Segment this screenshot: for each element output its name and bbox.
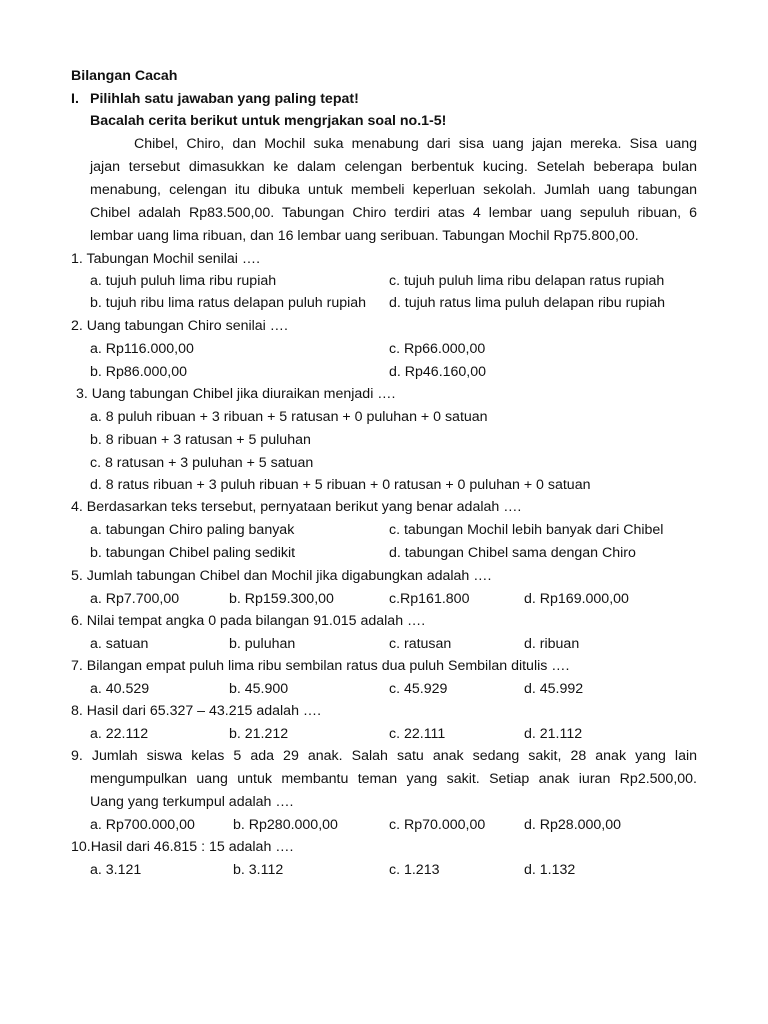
reading-instruction: Bacalah cerita berikut untuk mengrjakan soal no.1-5!	[90, 113, 447, 129]
option-2b: b. Rp86.000,00	[90, 364, 188, 380]
option-7a: a. 40.529	[90, 681, 150, 697]
question-7: 7. Bilangan empat puluh lima ribu sembilan ratus dua puluh Sembilan ditulis ….	[71, 658, 570, 674]
option-2d: d. Rp46.160,00	[389, 364, 487, 380]
option-9d: d. Rp28.000,00	[524, 817, 622, 833]
option-8c: c. 22.111	[389, 726, 446, 742]
option-3d: d. 8 ratus ribuan + 3 puluh ribuan + 5 ribuan + 0 ratusan + 0 puluhan + 0 satuan	[90, 477, 591, 493]
story-line: Chibel, Chiro, dan Mochil suka menabung dari sisa uang jajan mereka. Sisa uang	[134, 136, 697, 152]
option-10d: d. 1.132	[524, 862, 576, 878]
story-line: Chibel adalah Rp83.500,00. Tabungan Chiro terdiri atas 4 lembar uang sepuluh ribuan, 6	[90, 205, 697, 221]
option-7d: d. 45.992	[524, 681, 584, 697]
question-6: 6. Nilai tempat angka 0 pada bilangan 91.015 adalah ….	[71, 613, 426, 629]
question-1: 1. Tabungan Mochil senilai ….	[71, 251, 261, 267]
option-10c: c. 1.213	[389, 862, 440, 878]
option-2c: c. Rp66.000,00	[389, 341, 486, 357]
section-number: I.	[71, 91, 79, 107]
story-line: jajan tersebut dimasukkan ke dalam celengan berbentuk kucing. Setelah beberapa bulan	[90, 159, 697, 175]
section-instruction: Pilihlah satu jawaban yang paling tepat!	[90, 91, 359, 107]
question-8: 8. Hasil dari 65.327 – 43.215 adalah ….	[71, 703, 322, 719]
option-8a: a. 22.112	[90, 726, 149, 742]
option-2a: a. Rp116.000,00	[90, 341, 194, 357]
worksheet-title: Bilangan Cacah	[71, 68, 178, 84]
option-3c: c. 8 ratusan + 3 puluhan + 5 satuan	[90, 455, 314, 471]
option-6d: d. ribuan	[524, 636, 580, 652]
option-1d: d. tujuh ratus lima puluh delapan ribu rupiah	[389, 295, 666, 311]
option-1b: b. tujuh ribu lima ratus delapan puluh rupiah	[90, 295, 367, 311]
option-9a: a. Rp700.000,00	[90, 817, 195, 833]
option-5a: a. Rp7.700,00	[90, 591, 180, 607]
option-9b: b. Rp280.000,00	[233, 817, 338, 833]
option-7c: c. 45.929	[389, 681, 448, 697]
story-line: lembar uang lima ribuan, dan 16 lembar uang seribuan. Tabungan Mochil Rp75.800,00.	[90, 228, 639, 244]
option-6a: a. satuan	[90, 636, 149, 652]
story-line: menabung, celengan itu dibuka untuk membeli keperluan sekolah. Jumlah uang tabungan	[90, 182, 697, 198]
option-1a: a. tujuh puluh lima ribu rupiah	[90, 273, 277, 289]
option-5b: b. Rp159.300,00	[229, 591, 334, 607]
question-9: 9. Jumlah siswa kelas 5 ada 29 anak. Salah satu anak sedang sakit, 28 anak yang lain	[71, 748, 697, 764]
option-3a: a. 8 puluh ribuan + 3 ribuan + 5 ratusan + 0 puluhan + 0 satuan	[90, 409, 488, 425]
option-4c: c. tabungan Mochil lebih banyak dari Chibel	[389, 522, 664, 538]
question-10: 10.Hasil dari 46.815 : 15 adalah ….	[71, 839, 294, 855]
option-4a: a. tabungan Chiro paling banyak	[90, 522, 295, 538]
question-9-continued: mengumpulkan uang untuk membantu teman yang sakit. Setiap anak iuran Rp2.500,00.	[90, 771, 697, 787]
option-4b: b. tabungan Chibel paling sedikit	[90, 545, 296, 561]
question-4: 4. Berdasarkan teks tersebut, pernyataan berikut yang benar adalah ….	[71, 499, 522, 515]
option-3b: b. 8 ribuan + 3 ratusan + 5 puluhan	[90, 432, 311, 448]
option-6b: b. puluhan	[229, 636, 296, 652]
option-10b: b. 3.112	[233, 862, 284, 878]
option-8b: b. 21.212	[229, 726, 289, 742]
option-5c: c.Rp161.800	[389, 591, 470, 607]
option-5d: d. Rp169.000,00	[524, 591, 629, 607]
question-2: 2. Uang tabungan Chiro senilai ….	[71, 318, 288, 334]
option-8d: d. 21.112	[524, 726, 583, 742]
option-9c: c. Rp70.000,00	[389, 817, 486, 833]
option-6c: c. ratusan	[389, 636, 452, 652]
option-1c: c. tujuh puluh lima ribu delapan ratus rupiah	[389, 273, 665, 289]
option-10a: a. 3.121	[90, 862, 142, 878]
option-4d: d. tabungan Chibel sama dengan Chiro	[389, 545, 636, 561]
question-9-continued: Uang yang terkumpul adalah ….	[90, 794, 294, 810]
question-3: 3. Uang tabungan Chibel jika diuraikan menjadi ….	[76, 386, 396, 402]
question-5: 5. Jumlah tabungan Chibel dan Mochil jika digabungkan adalah ….	[71, 568, 492, 584]
option-7b: b. 45.900	[229, 681, 289, 697]
